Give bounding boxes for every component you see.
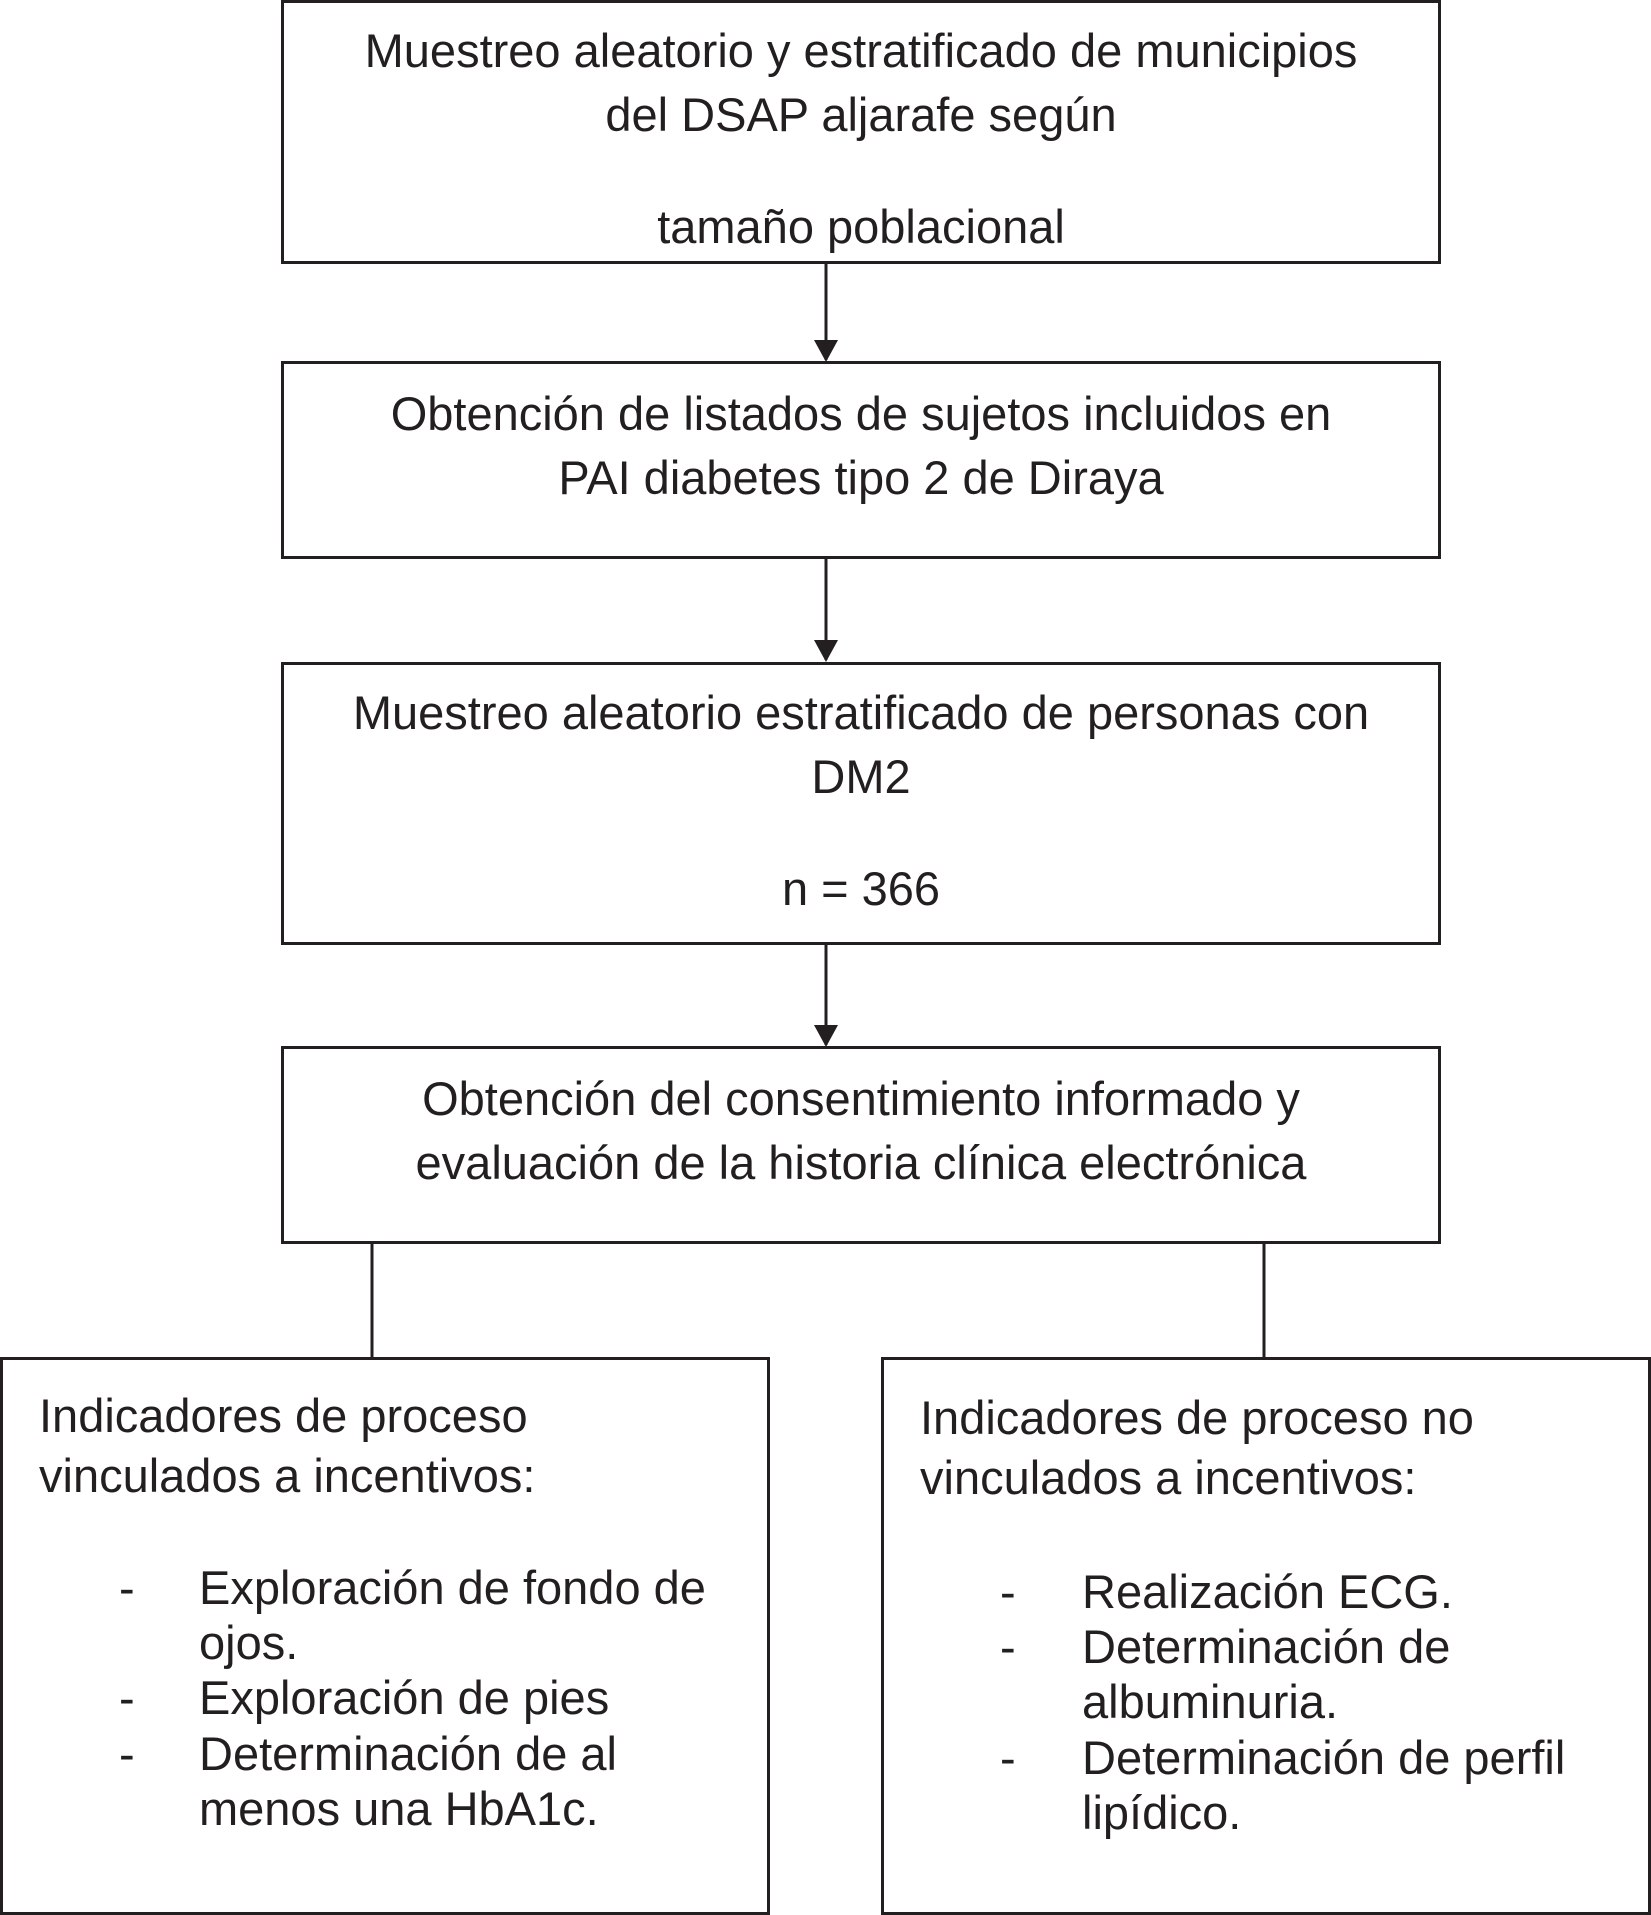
non-incentive-bullet-1: - — [1000, 1565, 1016, 1618]
step4-box — [281, 1046, 1441, 1244]
non-incentive-title-line2: vinculados a incentivos: — [920, 1451, 1417, 1504]
step2-box — [281, 361, 1441, 559]
non-incentive-title-line1: Indicadores de proceso no — [920, 1391, 1474, 1444]
incentive-item-3-line1: Determinación de al — [199, 1727, 617, 1780]
step1-line2: del DSAP aljarafe según — [605, 88, 1117, 141]
incentive-title-line2: vinculados a incentivos: — [39, 1449, 536, 1502]
step3-box — [281, 662, 1441, 945]
step1-line1: Muestreo aleatorio y estratificado de municipios — [364, 24, 1358, 77]
step2-line1: Obtención de listados de sujetos incluidos en — [390, 387, 1332, 440]
step2-line2: PAI diabetes tipo 2 de Diraya — [558, 451, 1164, 504]
step4-line1: Obtención del consentimiento informado y — [422, 1072, 1300, 1125]
incentive-item-1-line1: Exploración de fondo de — [199, 1561, 706, 1614]
incentive-bullet-1: - — [119, 1561, 135, 1614]
non-incentive-item-3-line2: lipídico. — [1082, 1786, 1242, 1839]
step4-line2: evaluación de la historia clínica electrónica — [415, 1136, 1307, 1189]
incentive-item-3-line2: menos una HbA1c. — [199, 1782, 599, 1835]
non-incentive-item-3-line1: Determinación de perfil — [1082, 1731, 1566, 1784]
step1-box — [281, 0, 1441, 264]
arrowhead-step3 — [814, 640, 838, 662]
arrowhead-step4 — [814, 1025, 838, 1047]
non-incentive-indicators-box — [881, 1357, 1651, 1915]
step3-sample-size: n = 366 — [781, 862, 941, 915]
non-incentive-bullet-2: - — [1000, 1620, 1016, 1673]
incentive-item-2-line1: Exploración de pies — [199, 1671, 610, 1724]
step3-line2: DM2 — [811, 750, 911, 803]
incentive-bullet-3: - — [119, 1727, 135, 1780]
incentive-indicators-box — [0, 1357, 770, 1915]
step3-line1: Muestreo aleatorio estratificado de personas con — [352, 686, 1370, 739]
non-incentive-item-2-line1: Determinación de — [1082, 1620, 1451, 1673]
incentive-bullet-2: - — [119, 1671, 135, 1724]
incentive-item-1-line2: ojos. — [199, 1616, 299, 1669]
arrowhead-step2 — [814, 340, 838, 362]
step1-line3: tamaño poblacional — [657, 200, 1065, 253]
non-incentive-item-1-line1: Realización ECG. — [1082, 1565, 1453, 1618]
non-incentive-bullet-3: - — [1000, 1731, 1016, 1784]
non-incentive-item-2-line2: albuminuria. — [1082, 1675, 1339, 1728]
incentive-title-line1: Indicadores de proceso — [39, 1389, 528, 1442]
